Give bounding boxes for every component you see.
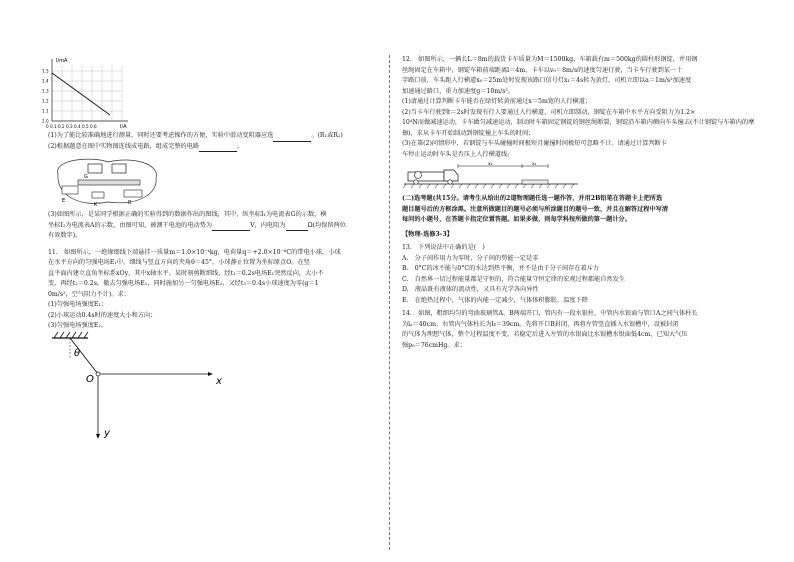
q13-option-e[interactable]: E. 在绝热过程中，气体的内能一定减少，气体体积膨胀，温度下降	[402, 296, 588, 304]
coordinate-diagram	[48, 332, 238, 442]
svg-text:E: E	[62, 198, 66, 204]
q12-sub1: (1)请通过计算判断卡车能否在绿灯转黄前通过x＝5m宽的人行横道；	[402, 98, 592, 105]
svg-text:θ: θ	[74, 347, 81, 359]
svg-text:x: x	[216, 375, 222, 387]
coordinate-diagram-area	[48, 332, 378, 442]
switch	[92, 192, 104, 198]
svg-text:1.0: 1.0	[42, 118, 49, 124]
q13-option-c[interactable]: C. 自然界一切过程能量都是守恒的，符合能量守恒定律的宏观过程都能自然发生	[402, 275, 626, 283]
rheostat	[78, 180, 140, 185]
q13-stem: 13. 下列说法中正确的是( )	[402, 244, 485, 251]
svg-text:R: R	[128, 200, 132, 206]
answer-blank[interactable]	[199, 144, 237, 152]
crosswalk	[522, 180, 548, 184]
q12-stem: 12. 如图所示，一辆长L＝8m的载货卡车质量为M＝1500kg，车箱载有m＝500kg的圆柱形钢锭，并用钢	[402, 56, 698, 63]
graph-x-label: I/A	[120, 124, 127, 130]
q11-sub1: (1)匀强电场强度E₁；	[48, 301, 108, 308]
answer-blank[interactable]	[286, 223, 308, 231]
svg-text:O: O	[86, 373, 94, 385]
q11-sub3: (3)匀强电场强度E₂。	[48, 322, 108, 329]
svg-text:1.5: 1.5	[42, 68, 49, 74]
answer-blank[interactable]	[273, 134, 311, 142]
graph-line	[52, 73, 110, 115]
q11-sub2: (2)小球运动0.4s时的速度大小和方向；	[48, 311, 157, 319]
graph-y-ticks	[42, 69, 49, 124]
q14-stem: 14. 如图，粗细均匀的弯曲玻璃管A、B两端开口，管内有一段水银柱，中管内水银面与管口A之间气体柱长	[402, 310, 698, 317]
current-graph	[42, 55, 148, 131]
answer-blank[interactable]	[212, 223, 250, 231]
right-column: 12. 如图所示，一辆长L＝8m的载货卡车质量为M＝1500kg，车箱载有m＝500kg的圆柱形钢锭，并用钢 丝绳固定在车箱中，钢锭车箱前端距离l＝4m。卡车以v₀＝8m/s的速度匀速行驶，当卡车行驶到某一十 字路口前，车头距人行横道x₀＝25m处时发现该路口信号灯x₁＝4s转为黄灯，司机立即以a＝1m/s²加速度 加速通过路口，重力加速度g＝10m/s²。 (1)请通过计算判断卡车能否在绿灯转黄前通过x＝5m宽的人行横道； (2)当卡车行驶到t＝2s时发现有行人要通过人行横道，司机立即制动，钢锭在车箱中水平方向受阻力为1.2× 10⁴N而做减速运动，卡车做匀减速运动，制动时车箱固定钢锭的钢丝绳断裂，钢锭沿车箱内侧向车头撞去(不计钢锭与车箱内的摩 擦)，求从卡车开始制动到钢锭撞上车头的时间； (3)在第(2)问情形中，若钢锭与车头碰撞时间极短且碰撞时间极短可忽略不计。请通过计算判断卡 车停止运动时车头是否压上人行横道线。 x₀ x₁ (二)选考题(共15分。请考生从给出的2道物理题任选一题作答，并用2B铅笔在答题卡上把所选 题目题号后的方框涂黑。注意所做题目的题号必须与所涂题目的题号一致，并且在解答过程中写清 每问的小题号，在答题卡指定位置答题。如果多做，则每学科按所做的第一题计分。 【物理-选修3-3】 13. 下列说法中正确的是( ) A. 分子间作用力为零时，分子间的势能一定是零 B. 0°C的冰不能与0°C的水达到热平衡，并不是由于分子间存在着斥力 C. 自然界一切过程能量都是守恒的，符合能量守恒定律的宏观过程都能自然发生 D. 液晶既有液体的流动性，又具有光学各向异性 E. 在绝热过程中，气体的内能一定减少，气体体积膨胀，温度下降 14. 如图，粗细均匀的弯曲玻璃管A、B两端开口，管内有一段水银柱，中管内水银面与管口A之间气体柱长 为lₐ＝40cm，右管内气体柱长为lᵦ＝39cm。先将开口B封闭，再将左管竖直插入水银槽中，设被封闭 的气体为理想气体，整个过程温度不变，若稳定后进入左管的水银面比水银槽水银面低4cm，已知大气压 强p₀＝76cmHg。求：	[402, 55, 757, 351]
svg-text:x₁: x₁	[532, 162, 537, 167]
truck-cab	[444, 170, 458, 181]
q13-option-a[interactable]: A. 分子间作用力为零时，分子间的势能一定是零	[402, 254, 539, 262]
svg-text:1.1: 1.1	[42, 108, 49, 114]
charged-ball	[96, 372, 100, 376]
q11-stem: 11. 如图所示，一绝缘细线下端悬挂一质量m＝1.0×10⁻⁴kg，电荷量q＝+2.0×10⁻⁶C的带电小球，小球	[48, 248, 341, 256]
optional-section-intro: (二)选考题(共15分。请考生从给出的2道物理题任选一题作答，并用2B铅笔在答题卡上把所选	[402, 195, 663, 202]
graph-x-ticks: 0 0.1 0.2 0.3 0.4 0.5 0.6	[46, 124, 97, 129]
truck-diagram-area	[402, 162, 757, 190]
q12-sub3: (3)在第(2)问情形中，若钢锭与车头碰撞时间极短且碰撞时间极短可忽略不计。请通过计算判断卡	[402, 140, 668, 147]
column-divider	[389, 55, 390, 550]
svg-text:1.2: 1.2	[42, 98, 49, 104]
q10-part3: (3)如图所示，是某同学根据正确的实验得到的数据作出的图线，其中，纵坐标I₁为电流表G的示数，横	[48, 211, 327, 218]
q13-option-d[interactable]: D. 液晶既有液体的流动性，又具有光学各向异性	[402, 286, 539, 293]
current-graph-area	[42, 55, 378, 131]
resistor	[124, 190, 142, 197]
svg-text:1.3: 1.3	[42, 88, 49, 94]
graph-y-label: I/mA	[56, 58, 68, 64]
ammeter-g	[88, 164, 102, 173]
svg-text:y: y	[104, 427, 110, 439]
battery	[62, 186, 78, 194]
q10-part2: (2)根据题意在图中实物图连线成电路，组成完整的电路 。	[48, 142, 378, 153]
q13-option-b[interactable]: B. 0°C的冰不能与0°C的水达到热平衡，并不是由于分子间存在着斥力	[402, 265, 600, 272]
ammeter-a	[112, 164, 126, 173]
q12-sub2: (2)当卡车行驶到t＝2s时发现有行人要通过人行横道，司机立即制动，钢锭在车箱中水平方向受阻力为1.2×	[402, 108, 696, 116]
svg-text:G: G	[84, 174, 88, 180]
svg-text:x₀: x₀	[488, 162, 493, 167]
svg-text:1.4: 1.4	[42, 78, 49, 84]
q10-part1: (1)为了能比较准确地进行测量，同时还要考虑操作的方便，实验中滑动变阻器应选 。(R₁或R₂)	[48, 131, 378, 142]
circuit-diagram-area	[48, 154, 378, 210]
left-column: I/mA I/A 0 0.1 0.2 0.3 0.4 0.5 0.6 1.5 1.4 1.3 1.2 1.1 1.0 (1)为了能比较准确地进行测量，同时还要考虑操作的方便，实验中滑动变阻器应选 。(R₁或R₂) (2)根据题意在图中实物图连线成电路，组成完整的电路 。 E K G R (3)如图所示，是某同学根据正确的实验得到的数据作出的图线，其中，纵坐标I₁为电流表G的示数，横 坐标I₂为电流表A的示数，由图可知，被测干电池的电动势为 V，内电阻为 Ω(均保留两位 有效数字)。 11. 如图所示，一绝缘细线下端悬挂一质量m＝1.0×10⁻⁴kg，电荷量q＝+2.0×10⁻⁶C的带电小球，小球 在水平方向的匀强电场E₁中，细线与竖直方向的夹角θ＝45°，小球静止位置为坐标原点O。在竖 直平面内建立直角坐标系xOy，其中x轴水平。某时刻剪断细线，经t₁＝0.2s电场E₁突然反向，大小不 变，再经t₂＝0.2s，撤去匀强电场E₁，同时施加另一匀强电场E₂，又经t₃＝0.4s小球速度为零(g＝1 0m/s²，空气阻力不计)。求： (1)匀强电场强度E₁； (2)小球运动0.4s时的速度大小和方向； (3)匀强电场强度E₂。 θ O x y	[48, 55, 378, 442]
steel-ingot	[415, 172, 422, 179]
circuit-diagram	[48, 154, 168, 210]
svg-text:K: K	[94, 202, 98, 208]
truck-diagram	[402, 162, 582, 190]
section-title: 【物理-选修3-3】	[402, 230, 453, 238]
truck-bed	[408, 172, 444, 181]
